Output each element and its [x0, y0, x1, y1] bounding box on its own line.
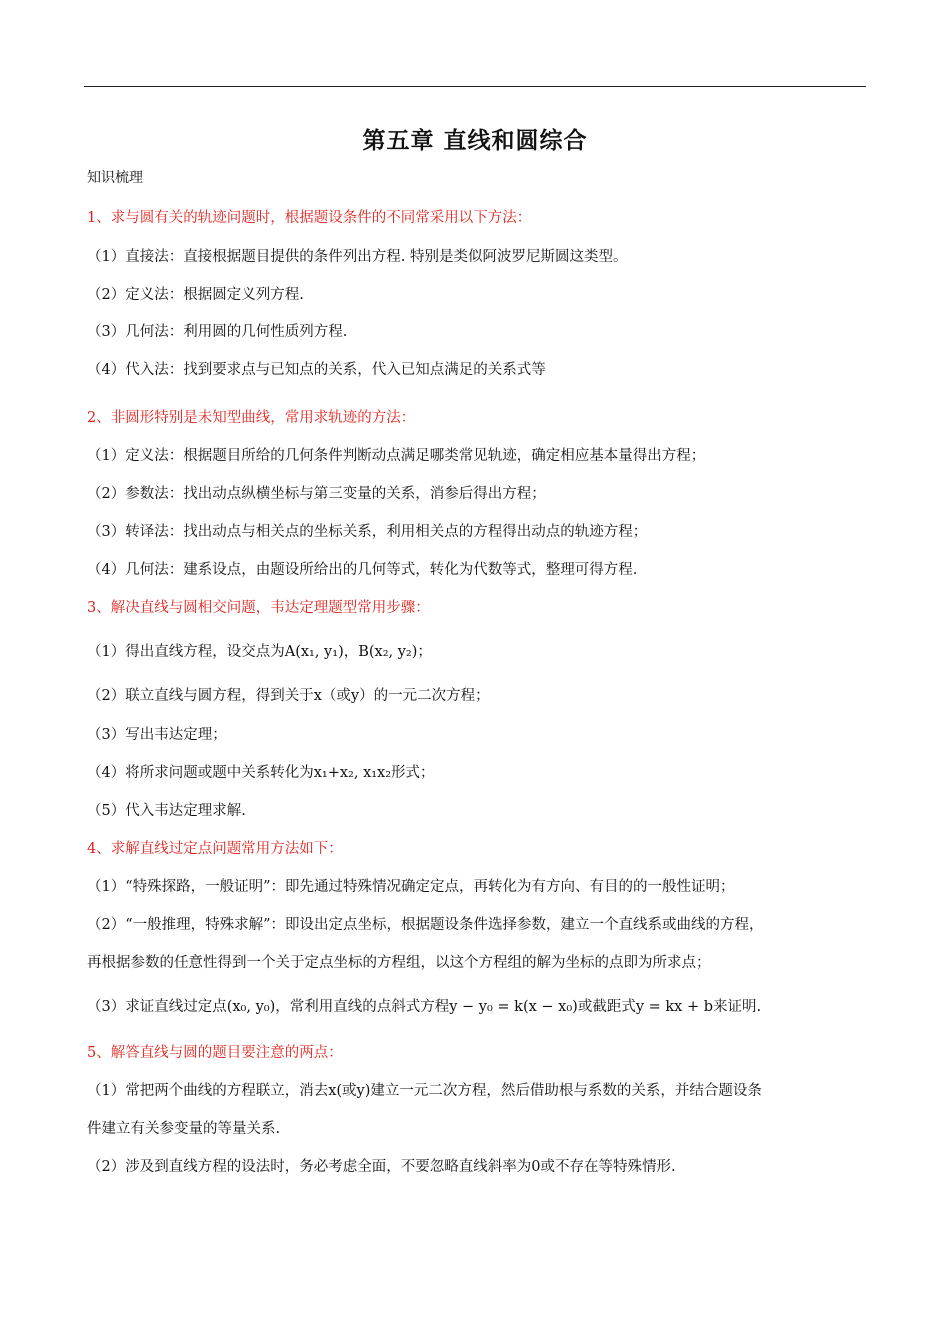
section-3-item-5: （5）代入韦达定理求解. [87, 803, 246, 819]
section-2-item-4: （4）几何法：建系设点，由题设所给出的几何等式，转化为代数等式，整理可得方程. [87, 562, 638, 578]
section-1-item-3: （3）几何法：利用圆的几何性质列方程. [87, 324, 348, 340]
section-1-item-2: （2）定义法：根据圆定义列方程. [87, 287, 304, 303]
section-4-item-1: （1）“特殊探路，一般证明”：即先通过特殊情况确定定点，再转化为有方向、有目的的一般性证明； [87, 879, 735, 895]
section-2-item-3: （3）转译法：找出动点与相关点的坐标关系，利用相关点的方程得出动点的轨迹方程； [87, 524, 648, 540]
section-1-item-4: （4）代入法：找到要求点与已知点的关系，代入已知点满足的关系式等 [87, 362, 546, 378]
header-rule [84, 86, 866, 87]
section-5-item-2: （2）涉及到直线方程的设法时，务必考虑全面，不要忽略直线斜率为0或不存在等特殊情形. [87, 1159, 676, 1175]
section-3-item-1: （1）得出直线方程，设交点为A(x₁, y₁)，B(x₂, y₂)； [87, 644, 432, 660]
section-3-item-4: （4）将所求问题或题中关系转化为x₁+x₂, x₁x₂形式； [87, 765, 435, 781]
section-2-heading: 2、非圆形特别是未知型曲线，常用求轨迹的方法： [87, 410, 416, 426]
section-3-item-3: （3）写出韦达定理； [87, 727, 227, 743]
section-5-item-1: （1）常把两个曲线的方程联立，消去x(或y)建立一元二次方程，然后借助根与系数的关系，并结合题设条 [87, 1083, 762, 1099]
section-4-item-2-cont: 再根据参数的任意性得到一个关于定点坐标的方程组，以这个方程组的解为坐标的点即为所求点； [87, 955, 711, 971]
section-5-item-1-cont: 件建立有关参变量的等量关系. [87, 1121, 281, 1137]
section-4-item-3: （3）求证直线过定点(x₀, y₀)，常利用直线的点斜式方程y − y₀ = k(x − x₀)或截距式y = kx + b来证明. [87, 999, 762, 1015]
section-3-heading: 3、解决直线与圆相交问题，韦达定理题型常用步骤： [87, 600, 430, 616]
page-title: 第五章 直线和圆综合 [362, 127, 588, 154]
section-1-heading: 1、求与圆有关的轨迹问题时，根据题设条件的不同常采用以下方法： [87, 210, 532, 226]
section-4-heading: 4、求解直线过定点问题常用方法如下： [87, 841, 343, 857]
section-1-item-1: （1）直接法：直接根据题目提供的条件列出方程. 特别是类似阿波罗尼斯圆这类型。 [87, 249, 628, 265]
section-3-item-2: （2）联立直线与圆方程，得到关于x（或y）的一元二次方程； [87, 688, 490, 704]
subtitle: 知识梳理 [87, 170, 143, 186]
section-2-item-1: （1）定义法：根据题目所给的几何条件判断动点满足哪类常见轨迹，确定相应基本量得出方程； [87, 448, 706, 464]
section-4-item-2: （2）“一般推理，特殊求解”：即设出定点坐标，根据题设条件选择参数，建立一个直线系或曲线的方程， [87, 917, 764, 933]
section-2-item-2: （2）参数法：找出动点纵横坐标与第三变量的关系，消参后得出方程； [87, 486, 546, 502]
section-5-heading: 5、解答直线与圆的题目要注意的两点： [87, 1045, 343, 1061]
